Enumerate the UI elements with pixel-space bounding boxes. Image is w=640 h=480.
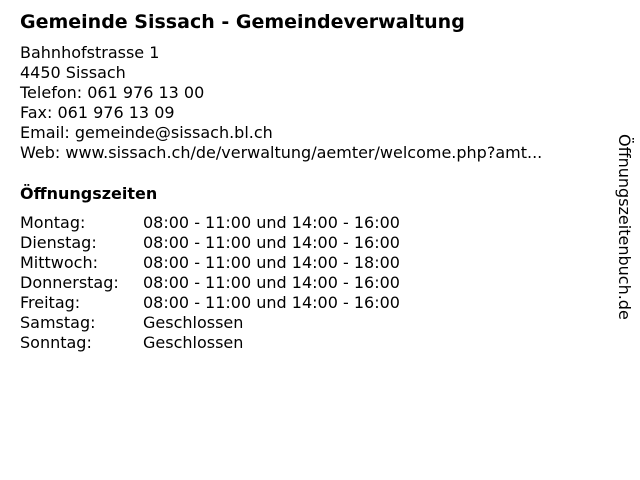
email-link[interactable]: gemeinde@sissach.bl.ch	[74, 123, 273, 142]
opening-hours-table	[20, 213, 400, 353]
brand-watermark: Öffnungszeitenbuch.de	[615, 134, 634, 320]
email-line	[20, 123, 542, 143]
phone-label: Telefon:	[20, 83, 83, 102]
day-label: Montag:	[20, 213, 86, 232]
day-label: Sonntag:	[20, 333, 92, 352]
day-label: Samstag:	[20, 313, 96, 332]
hours-row-saturday	[20, 313, 400, 333]
hours-row-thursday	[20, 273, 400, 293]
time-value: 08:00 - 11:00 und 14:00 - 16:00	[143, 233, 400, 252]
hours-row-tuesday	[20, 233, 400, 253]
web-link[interactable]: www.sissach.ch/de/verwaltung/aemter/welcome.php?amt...	[65, 143, 543, 162]
time-value: 08:00 - 11:00 und 14:00 - 18:00	[143, 253, 400, 272]
city-address: 4450 Sissach	[20, 63, 126, 82]
day-label: Mittwoch:	[20, 253, 98, 272]
time-value: 08:00 - 11:00 und 14:00 - 16:00	[143, 213, 400, 232]
hours-row-sunday	[20, 333, 400, 353]
hours-row-wednesday	[20, 253, 400, 273]
email-label: Email:	[20, 123, 70, 142]
phone-number: 061 976 13 00	[87, 83, 205, 102]
web-line	[20, 143, 542, 163]
time-value: Geschlossen	[143, 333, 244, 352]
time-value: Geschlossen	[143, 313, 244, 332]
hours-row-friday	[20, 293, 400, 313]
phone-line	[20, 83, 542, 103]
street-address: Bahnhofstrasse 1	[20, 43, 160, 62]
opening-hours-title: Öffnungszeiten	[20, 184, 158, 203]
day-label: Freitag:	[20, 293, 81, 312]
fax-number: 061 976 13 09	[57, 103, 175, 122]
day-label: Dienstag:	[20, 233, 97, 252]
contact-block	[20, 43, 542, 163]
web-label: Web:	[20, 143, 61, 162]
day-label: Donnerstag:	[20, 273, 119, 292]
page-title: Gemeinde Sissach - Gemeindeverwaltung	[20, 11, 465, 33]
time-value: 08:00 - 11:00 und 14:00 - 16:00	[143, 293, 400, 312]
hours-row-monday	[20, 213, 400, 233]
fax-label: Fax:	[20, 103, 53, 122]
time-value: 08:00 - 11:00 und 14:00 - 16:00	[143, 273, 400, 292]
fax-line	[20, 103, 542, 123]
